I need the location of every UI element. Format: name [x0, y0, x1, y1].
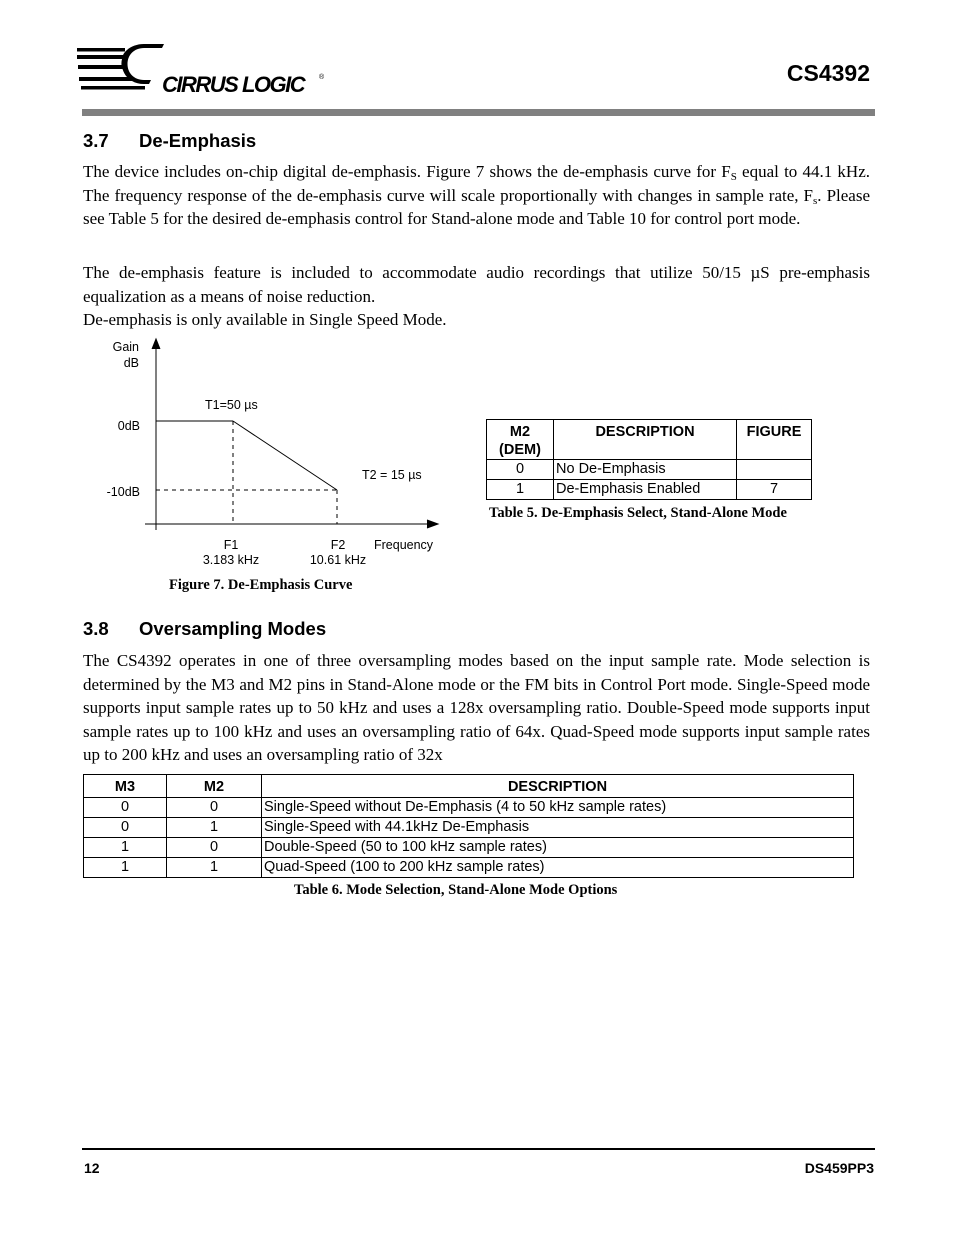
oversampling-text: The CS4392 operates in one of three oversampling modes based on the input sample rate. Mode selection is determined by the M3 and M2 pins in Stand-Alone mode or the FM bits in Control Port mode. Single-Speed mode supports input sample rates up to 50 kHz and uses a 128x oversampling ratio. Double-Speed mode supports input sample rates up to 100 kHz and uses an oversampling ratio of 64x. Quad-Speed mode supports input sample rates up to 200 kHz and uses an oversampling ratio of 32x [83, 651, 870, 764]
table-row [487, 480, 812, 500]
header-m2-line2: (DEM) [499, 442, 541, 458]
cell-figure [737, 460, 812, 480]
de-emphasis-paragraph-2 [83, 261, 870, 332]
table-row [84, 798, 854, 818]
figure-7-caption: Figure 7. De-Emphasis Curve [169, 577, 353, 593]
cell-m2: 1 [487, 480, 554, 500]
header-figure: FIGURE [737, 420, 812, 460]
label-minus10db: -10dB [106, 485, 140, 499]
f1-label: F1 [223, 538, 239, 552]
cirrus-logic-logo [76, 40, 336, 100]
oversampling-paragraph [83, 649, 870, 767]
cell-m2: 0 [167, 838, 262, 858]
fs-subscript-2: s [813, 194, 818, 207]
de-emphasis-curve-figure [95, 335, 450, 570]
document-title: CS4392 [786, 60, 870, 86]
cell-description: Single-Speed with 44.1kHz De-Emphasis [262, 818, 854, 838]
cell-description: Double-Speed (50 to 100 kHz sample rates) [262, 838, 854, 858]
p2-text: The de-emphasis feature is included to accommodate audio recordings that utilize 50/15 µS pre-emphasis equalization as a means of noise reduction. [83, 263, 870, 306]
f2-value: 10.61 kHz [309, 553, 367, 567]
cell-figure: 7 [737, 480, 812, 500]
table-header-row [487, 420, 812, 460]
f1-value: 3.183 kHz [202, 553, 260, 567]
p1-text-c: . Please see Table 5 for the desired de-emphasis control for Stand-alone mode and Table 10 for control port mode. [83, 185, 870, 228]
section-title: Oversampling Modes [139, 618, 327, 639]
cell-m2: 1 [167, 818, 262, 838]
f2-label: F2 [330, 538, 346, 552]
p1-text-a: The device includes on-chip digital de-emphasis. Figure 7 shows the de-emphasis curve for F [83, 162, 731, 181]
cell-m3: 0 [84, 818, 167, 838]
table-5-caption: Table 5. De-Emphasis Select, Stand-Alone Mode [489, 505, 787, 521]
curve-slope [233, 421, 337, 490]
page-number: 12 [84, 1160, 100, 1176]
y-label-db: dB [123, 356, 139, 370]
footer-rule [82, 1148, 875, 1150]
table-5-de-emphasis-select [486, 419, 812, 500]
section-heading-3-7 [83, 130, 256, 152]
header-bar [82, 109, 875, 116]
table-6-mode-selection [83, 774, 854, 878]
section-title: De-Emphasis [139, 130, 257, 151]
table-row [84, 858, 854, 878]
table-row [84, 838, 854, 858]
section-number: 3.7 [83, 130, 109, 151]
section-heading-3-8 [83, 618, 326, 640]
cell-m2: 1 [167, 858, 262, 878]
de-emphasis-paragraph-1 [83, 160, 870, 231]
header-description: DESCRIPTION [554, 420, 737, 460]
header-description: DESCRIPTION [262, 775, 854, 798]
cell-description: No De-Emphasis [554, 460, 737, 480]
p1-text-b: equal to 44.1 kHz. The frequency response of the de-emphasis curve will scale proportionally with changes in sample rate, F [83, 162, 870, 205]
label-0db: 0dB [117, 419, 140, 433]
cell-m3: 1 [84, 858, 167, 878]
table-6-caption: Table 6. Mode Selection, Stand-Alone Mode Options [294, 882, 618, 898]
cell-m2: 0 [487, 460, 554, 480]
table-header-row [84, 775, 854, 798]
brand-text: CIRRUS LOGIC [162, 72, 305, 97]
header-m2-line1: M2 [509, 424, 531, 440]
t2-label: T2 = 15 µs [362, 468, 422, 482]
de-emphasis-curve-chart [95, 335, 450, 570]
x-label-frequency: Frequency [374, 538, 434, 552]
cirrus-logo-mark [76, 40, 336, 100]
y-axis-arrow [152, 339, 160, 349]
header-m2-dem [487, 420, 554, 460]
fs-subscript: S [730, 171, 737, 183]
header-m3: M3 [84, 775, 167, 798]
x-axis-arrow [427, 520, 438, 528]
document-id: DS459PP3 [804, 1160, 874, 1176]
cell-m3: 0 [84, 798, 167, 818]
cell-m3: 1 [84, 838, 167, 858]
cell-description: De-Emphasis Enabled [554, 480, 737, 500]
section-number: 3.8 [83, 618, 109, 639]
p3-text: De-emphasis is only available in Single Speed Mode. [83, 310, 447, 329]
header-m2: M2 [167, 775, 262, 798]
cell-m2: 0 [167, 798, 262, 818]
y-label-gain: Gain [112, 340, 139, 354]
table-row [84, 818, 854, 838]
t1-label: T1=50 µs [205, 398, 258, 412]
registered-mark: ® [319, 74, 325, 81]
cell-description: Single-Speed without De-Emphasis (4 to 50 kHz sample rates) [262, 798, 854, 818]
cell-description: Quad-Speed (100 to 200 kHz sample rates) [262, 858, 854, 878]
table-row [487, 460, 812, 480]
